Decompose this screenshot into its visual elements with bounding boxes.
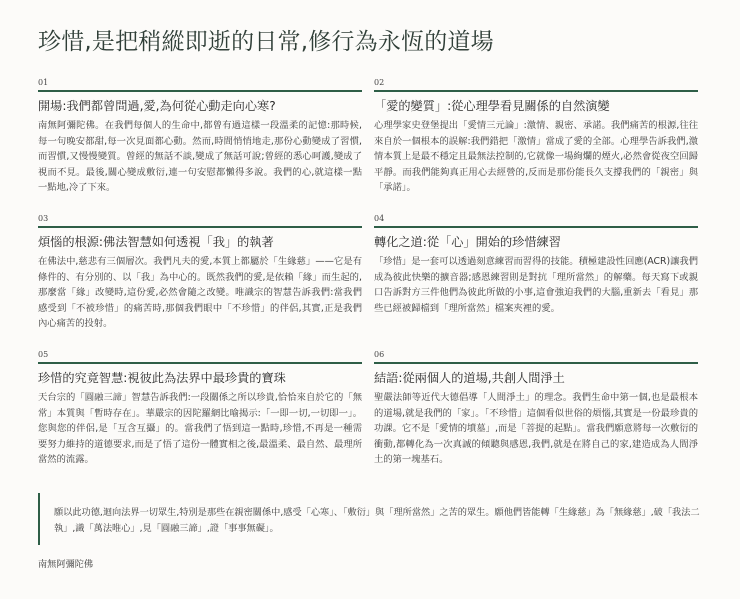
section-number: 06: [374, 350, 385, 359]
section-divider: [38, 362, 362, 364]
section-heading: 轉化之道:從「心」開始的珍惜練習: [374, 235, 561, 249]
section-heading: 珍惜的究竟智慧:視彼此為法界中最珍貴的寶珠: [38, 371, 286, 385]
sections-grid: [38, 77, 698, 485]
section-02: [374, 77, 698, 213]
section-number: 02: [374, 78, 385, 87]
dedication-quote: [38, 493, 704, 545]
section-body: 「珍惜」是一套可以透過刻意練習而習得的技能。積極建設性回應(ACR)讓我們成為彼此快樂的擴音器;感恩練習則是對抗「理所當然」的解藥。每天寫下或親口告訴對方三件他們為彼此所做的小事,這會強迫我們的大腦,重新去「看見」那些已經被歸檔到「理所當然」檔案夾裡的愛。: [374, 256, 698, 314]
section-number: 05: [38, 350, 49, 359]
section-number: 01: [38, 78, 49, 87]
section-heading: 煩惱的根源:佛法智慧如何透視「我」的執著: [38, 235, 274, 249]
section-03: [38, 213, 362, 349]
section-divider: [374, 90, 698, 92]
dedication-text: 願以此功德,迴向法界一切眾生,特別是那些在親密關係中,感受「心寒」、「敷衍」與「理所當然」之苦的眾生。願他們皆能轉「生緣慈」為「無緣慈」,破「我法二執」,識「萬法唯心」,見「圓融三諦」,證「事事無礙」。: [54, 507, 700, 534]
section-heading: 結語:從兩個人的道場,共創人間淨土: [374, 371, 565, 385]
section-number: 03: [38, 214, 49, 223]
section-01: [38, 77, 362, 213]
section-divider: [38, 90, 362, 92]
section-heading: 開場:我們都曾問過,愛,為何從心動走向心寒?: [38, 99, 276, 113]
section-body: 天台宗的「圓融三諦」智慧告訴我們:一段關係之所以珍貴,恰恰來自於它的「無常」本質與「暫時存在」。華嚴宗的因陀羅網比喻揭示:「一即一切,一切即一」。您與您的伴侶,是「互含互攝」的。當我們了悟到這一點時,珍惜,不再是一種需要努力維持的道德要求,而是了悟了這份一體實相之後,最溫柔、最自然、最理所當然的流露。: [38, 392, 362, 466]
section-06: [374, 349, 698, 485]
section-heading: 「愛的變質」:從心理學看見關係的自然演變: [374, 99, 610, 113]
section-divider: [38, 226, 362, 228]
section-05: [38, 349, 362, 485]
section-body: 南無阿彌陀佛。在我們每個人的生命中,都曾有過這樣一段溫柔的記憶:那時候,每一句晚安都甜,每一次見面都心動。然而,時間悄悄地走,那份心動變成了習慣,而習慣,又慢慢變質。曾經的無話不談,變成了無話可說;曾經的悉心呵護,變成了視而不見。最後,關心變成敷衍,連一句安慰都懶得多說。我們的心,就這樣一點一點地,冷了下來。: [38, 120, 362, 194]
section-number: 04: [374, 214, 385, 223]
section-divider: [374, 226, 698, 228]
footer-text: 南無阿彌陀佛: [38, 559, 94, 570]
section-04: [374, 213, 698, 349]
page-title: 珍惜,是把稍縱即逝的日常,修行為永恆的道場: [38, 29, 494, 55]
section-body: 心理學家史登堡提出「愛情三元論」:激情、親密、承諾。我們痛苦的根源,往往來自於一個根本的誤解:我們錯把「激情」當成了愛的全部。心理學告訴我們,激情本質上是最不穩定且最無法控制的,它就像一場絢爛的煙火,必然會從夜空回歸平靜。而我們能夠真正用心去經營的,反而是那份能長久支撐我們的「親密」與「承諾」。: [374, 120, 698, 194]
section-divider: [374, 362, 698, 364]
section-body: 聖嚴法師等近代大德倡導「人間淨土」的理念。我們生命中第一個,也是最根本的道場,就是我們的「家」。「不珍惜」這個看似世俗的煩惱,其實是一份最珍貴的功課。它不是「愛情的墳墓」,而是「菩提的起點」。當我們願意將每一次敷衍的衝動,都轉化為一次真誠的傾聽與感恩,我們,就是在將自己的家,建造成為人間淨土的第一塊基石。: [374, 392, 698, 466]
section-body: 在佛法中,慈悲有三個層次。我們凡夫的愛,本質上都屬於「生緣慈」——它是有條件的、有分別的、以「我」為中心的。既然我們的愛,是依賴「緣」而生起的,那麼當「緣」改變時,這份愛,必然會隨之改變。唯識宗的智慧告訴我們:當我們感受到「不被珍惜」的痛苦時,那個我們眼中「不珍惜」的伴侶,其實,正是我們內心痛苦的投射。: [38, 256, 362, 330]
